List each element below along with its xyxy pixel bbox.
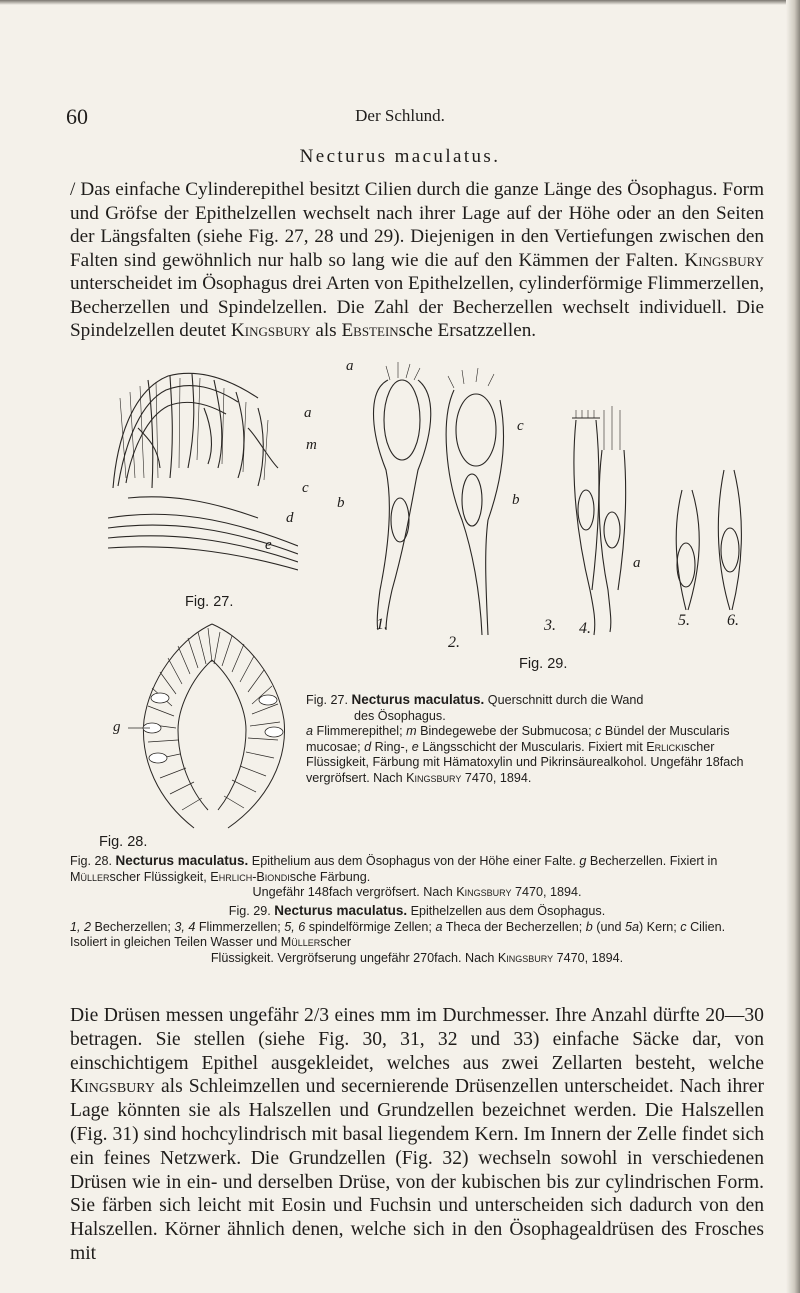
italic-letter: m [406, 724, 417, 739]
caption-27-line2: des Ösophagus. [354, 708, 446, 723]
fig29-letter-a-2: a [633, 555, 641, 571]
fig27-letter-d: d [286, 510, 294, 526]
fig29-number-4: 4. [579, 620, 591, 637]
caption-28-body: Epithelium aus dem Ösophagus von der Höhe einer Falte. g Becherzellen. Fixiert in Müllerscher Flüssigkeit, Ehrlich-Biondische Färbung. [70, 854, 718, 884]
caption-27-line1: Querschnitt durch die Wand [487, 693, 644, 707]
fig29-letter-b-2: b [512, 492, 520, 508]
small-caps-name: Erlicki [646, 739, 684, 754]
fig29-number-6: 6. [727, 612, 739, 629]
paragraph-1: / Das einfache Cylinderepithel besitzt Cilien durch die ganze Länge des Ösophagus. Form und Gröfse der Epithelzellen wechselt nach ihrer Lage auf der Höhe oder an den Seiten der Längsfalten (siehe Fig. 27, 28 und 29). Diejenigen in den Vertiefungen zwischen den Falten sind gewöhnlich nur halb so lang wie die auf den Kämmen der Falten. Kingsbury unterscheidet im Ösophagus drei Arten von Epithelzellen, cylinderförmige Flimmerzellen, Becherzellen und Spindelzellen. Die Zahl der Becherzellen wechselt individuell. Die Spindelzellen deutet Kingsbury als Ebsteinsche Ersatzzellen. [70, 179, 764, 341]
caption-29-prefix: Fig. 29. [228, 904, 271, 918]
fig27-label: Fig. 27. [185, 594, 234, 610]
italic-letter: c [595, 724, 602, 739]
fig27-letter-e: e [265, 537, 272, 553]
caption-27-species: Necturus maculatus. [351, 692, 485, 707]
italic-letter: 5, 6 [284, 919, 306, 934]
fig27-letter-m: m [306, 437, 317, 453]
italic-letter: 1, 2 [70, 919, 92, 934]
paragraph-2: Die Drüsen messen ungefähr 2/3 eines mm im Durchmesser. Ihre Anzahl dürfte 20—30 betragen. Sie stellen (siehe Fig. 30, 31, 32 und 33) einfache Säcke dar, von einschichtigem Epithel ausgekleidet, welches aus zwei Zellarten besteht, welche Kingsbury als Schleimzellen und secernierende Drüsenzellen unterscheidet. Nach ihrer Lage könnten sie als Halszellen und Grundzellen bezeichnet werden. Die Halszellen (Fig. 31) sind hochcylindrisch mit basal liegendem Kern. Im Innern der Zelle findet sich ein feines Netzwerk. Die Grundzellen (Fig. 32) wechseln sowohl in verschiedenen Drüsen wie in ein- und derselben Drüse, von der kubischen bis zur cylindrischen Form. Sie färben sich leicht mit Eosin und Fuchsin und unterscheiden sich dadurch von den Halszellen. Körner ähnlich denen, welche sich in den Ösophagealdrüsen des Frosches mit [70, 1005, 764, 1264]
page-number: 60 [66, 104, 88, 129]
italic-letter: e [411, 739, 419, 754]
small-caps-name: Kingsbury [230, 320, 311, 341]
caption-28-species: Necturus maculatus. [115, 853, 249, 868]
fig29-letter-c: c [517, 418, 524, 434]
italic-letter: 3, 4 [174, 919, 196, 934]
fig29-number-3: 3. [544, 617, 556, 634]
italic-letter: c [680, 919, 687, 934]
running-head: Der Schlund. [355, 106, 445, 125]
page-top-edge [0, 0, 800, 5]
small-caps-name: Kingsbury [456, 885, 512, 900]
caption-27-body: a Flimmerepithel; m Bindegewebe der Submucosa; c Bündel der Muscularis mucosae; d Ring-, e Längsschicht der Muscularis. Fixiert mit Erlickischer Flüssigkeit, Färbung mit Hämatoxylin und Pikrinsäurealkohol. Ungefähr 18fach vergröfsert. Nach Kingsbury 7470, 1894. [306, 724, 744, 785]
caption-fig-28 [70, 853, 764, 901]
figure-29-illustration [240, 360, 750, 640]
fig29-number-2: 2. [448, 634, 460, 651]
caption-27-prefix: Fig. 27. [306, 693, 348, 707]
caption-29-last-line: Flüssigkeit. Vergröfserung ungefähr 270fach. Nach Kingsbury 7470, 1894. [210, 950, 624, 965]
small-caps-name: Kingsbury [406, 770, 462, 785]
italic-letter: a [306, 724, 314, 739]
small-caps-name: Müller [70, 869, 110, 884]
fig29-number-1: 1. [376, 616, 388, 633]
italic-letter: a [435, 919, 443, 934]
fig29-letter-b-1: b [337, 495, 345, 511]
fig29-letter-a-1: a [346, 358, 354, 374]
fig27-letter-c: c [302, 480, 309, 496]
page-right-edge [786, 0, 800, 1293]
italic-letter: b [585, 919, 593, 934]
italic-letter: g [579, 854, 587, 868]
caption-29-body: 1, 2 Becherzellen; 3, 4 Flimmerzellen; 5, 6 spindelförmige Zellen; a Theca der Becherzellen; b (und 5a) Kern; c Cilien. Isoliert in gleichen Teilen Wasser und Müllerscher [70, 919, 726, 950]
caption-fig-29 [70, 903, 764, 966]
caption-28-prefix: Fig. 28. [70, 854, 112, 868]
figure-28-illustration [128, 620, 296, 835]
fig28-letter-g: g [113, 719, 121, 735]
caption-fig-27 [306, 692, 766, 787]
caption-29-species: Necturus maculatus. [274, 903, 408, 918]
caption-29-title [70, 903, 764, 920]
small-caps-name: Kingsbury [684, 249, 764, 271]
fig28-label: Fig. 28. [99, 834, 148, 850]
caption-29-title-rest: Epithelzellen aus dem Ösophagus. [407, 904, 606, 918]
fig29-number-5: 5. [678, 612, 690, 629]
italic-letter: 5a [624, 919, 639, 934]
italic-letter: d [364, 739, 372, 754]
small-caps-name: Ebstein [341, 320, 399, 341]
section-title: Necturus maculatus. [299, 146, 501, 167]
fig29-label: Fig. 29. [519, 656, 568, 672]
fig27-letter-a: a [304, 405, 312, 421]
small-caps-name: Müller [280, 935, 321, 950]
small-caps-name: Kingsbury [497, 950, 554, 965]
caption-28-line2: Ungefähr 148fach vergröfsert. Nach Kingsbury 7470, 1894. [252, 885, 582, 900]
small-caps-name: Ehrlich-Biondi [210, 869, 290, 884]
small-caps-name: Kingsbury [70, 1076, 155, 1098]
